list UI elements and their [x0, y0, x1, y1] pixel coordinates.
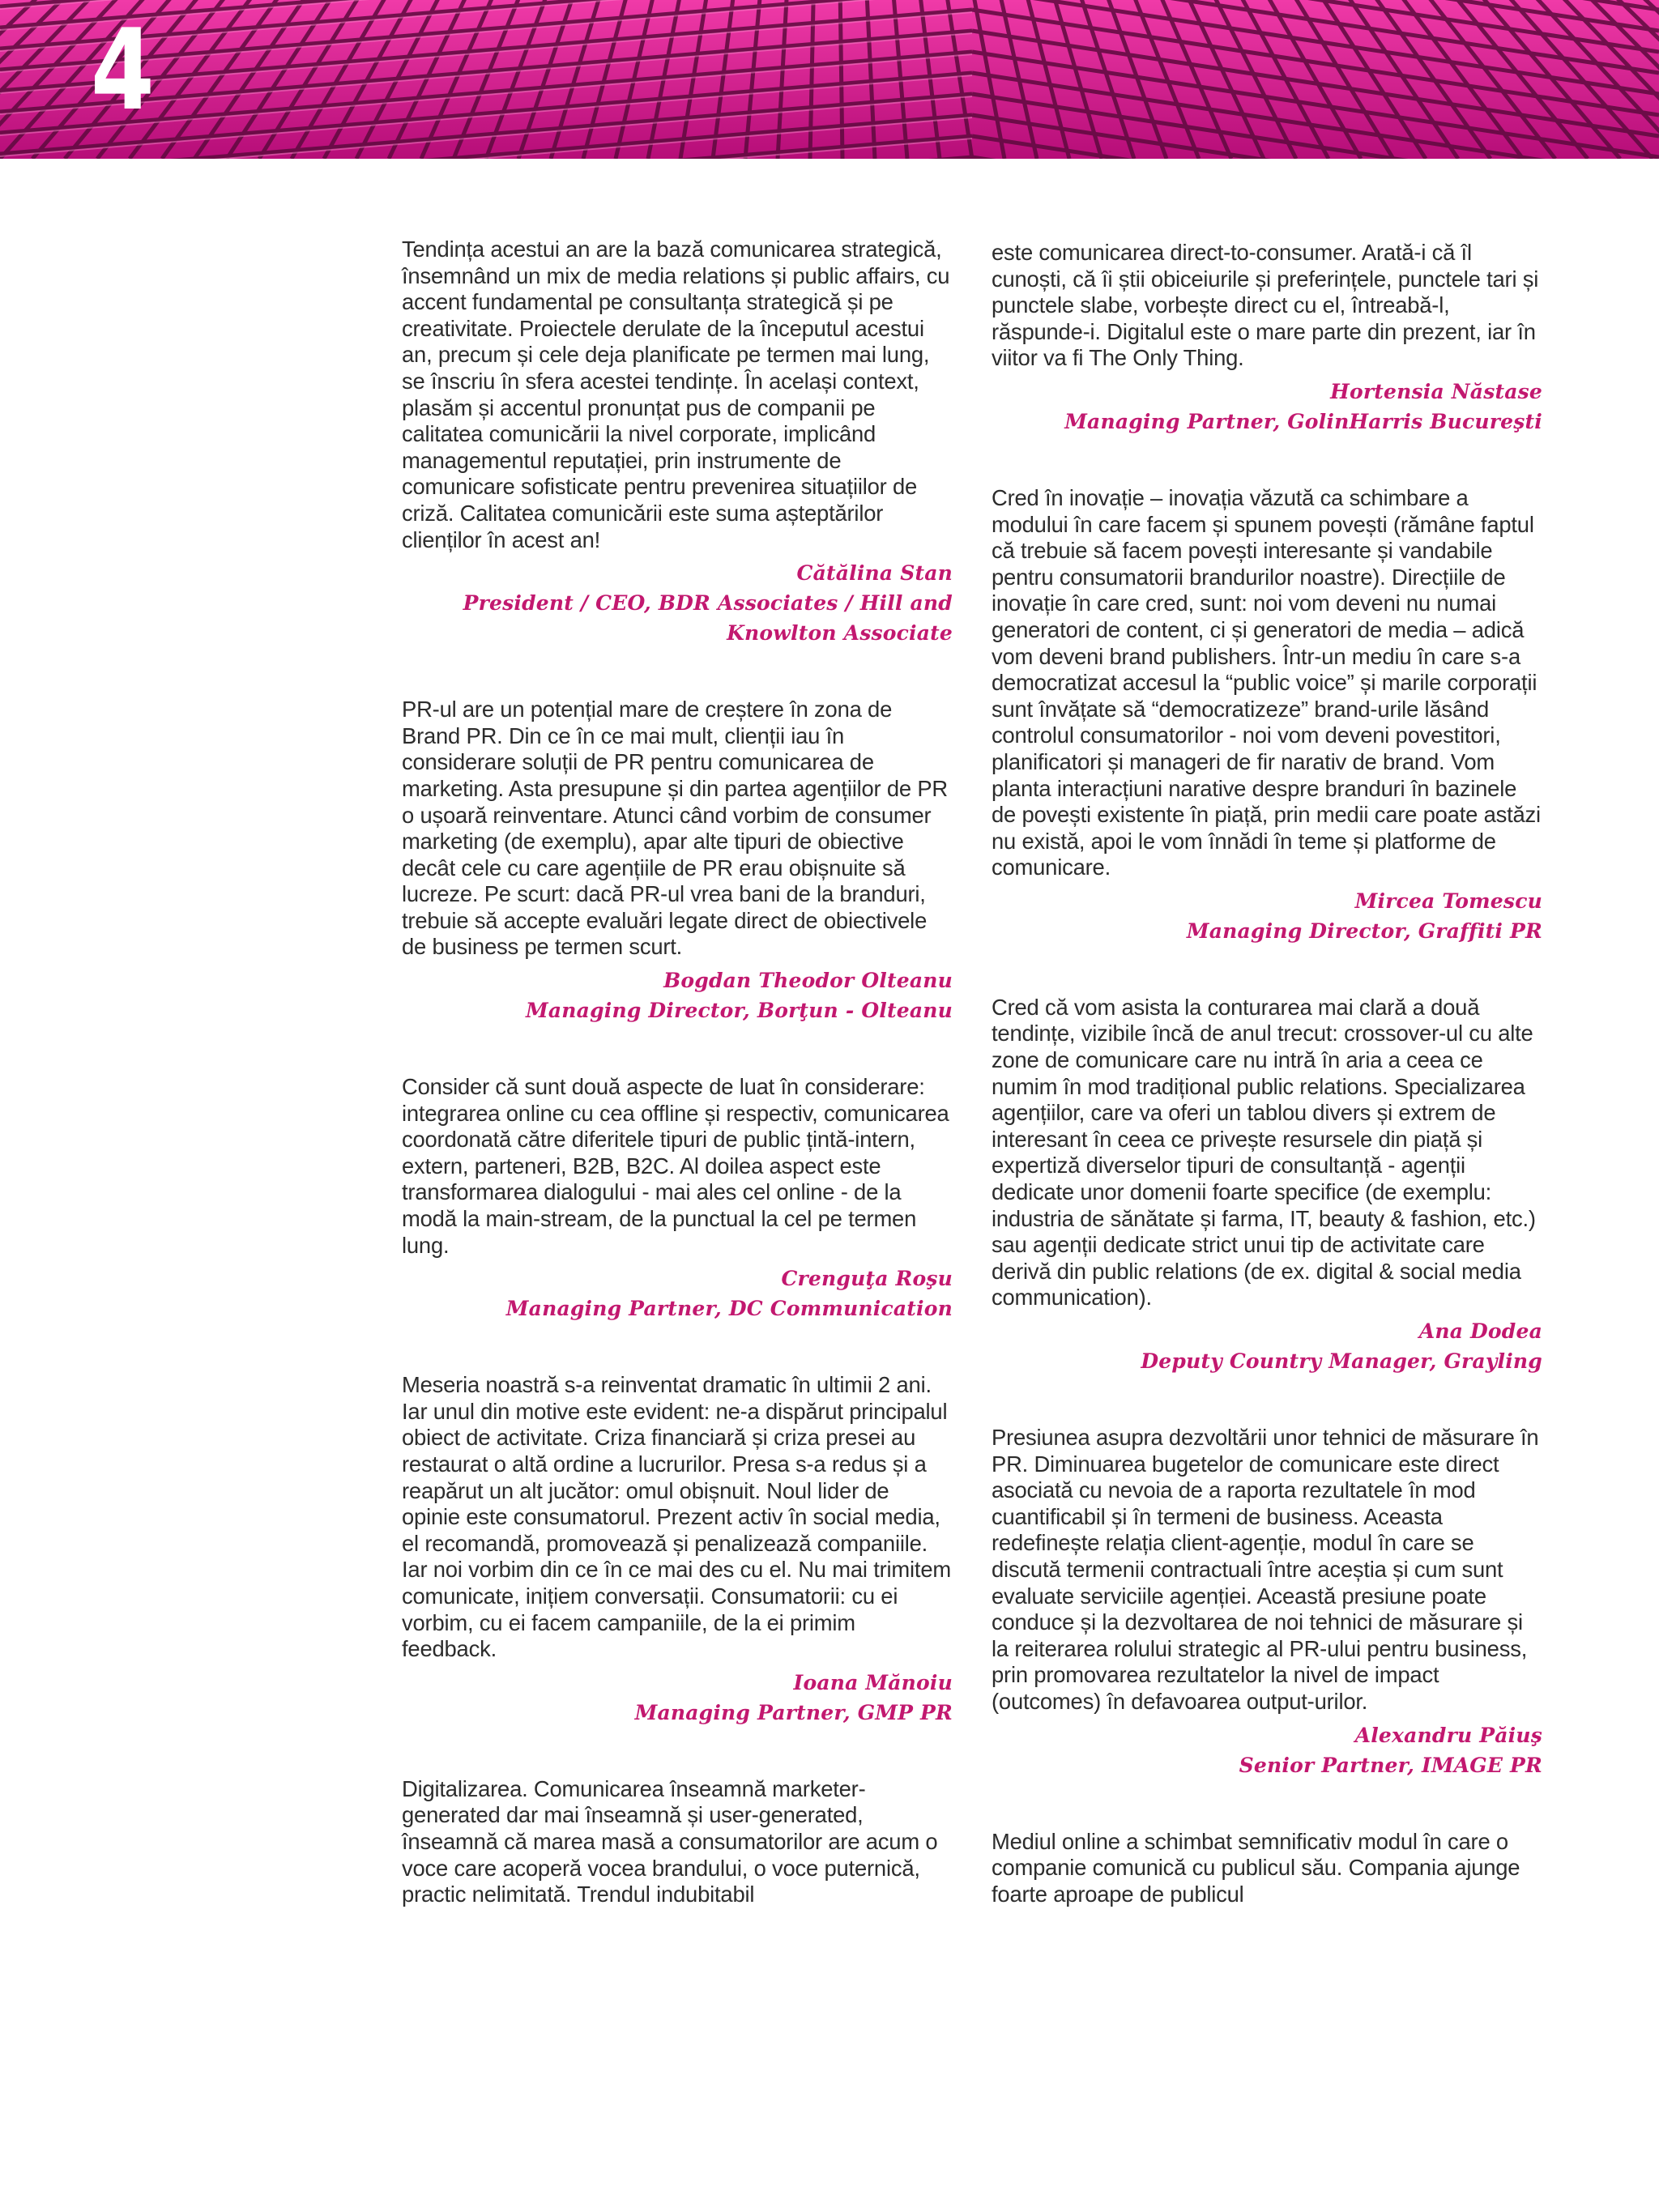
- author-name: Ioana Mănoiu: [793, 1670, 953, 1694]
- author-role: Managing Partner, GolinHarris Bucureşti: [1064, 409, 1542, 433]
- attribution: [402, 965, 953, 1025]
- author-name: Crenguţa Roşu: [781, 1267, 953, 1291]
- author-role: Deputy Country Manager, Grayling: [1141, 1349, 1542, 1373]
- testimonial-continued: [992, 1829, 1542, 1908]
- right-column: [992, 240, 1542, 1907]
- author-role: Senior Partner, IMAGE PR: [1239, 1753, 1542, 1777]
- testimonial-hortensia-nastase: [992, 240, 1542, 437]
- attribution: [402, 1264, 953, 1323]
- left-column: [402, 237, 953, 1908]
- author-role: Managing Director, Graffiti PR: [1186, 918, 1542, 943]
- author-role: Managing Partner, DC Communication: [505, 1297, 953, 1321]
- author-role: Managing Director, Borţun - Olteanu: [526, 999, 953, 1023]
- testimonial-continued: [402, 1776, 953, 1908]
- attribution: [992, 377, 1542, 437]
- testimonial-crenguta-rosu: [402, 1074, 953, 1323]
- header-banner: [0, 0, 1659, 159]
- testimonial-text: Meseria noastră s-a reinventat dramatic în ultimii 2 ani. Iar unul din motive este evident: ne-a dispărut principalul obiect de activitate. Criza financiară și criza presei au restaurat o altă ordine a lucrurilor. Presa s-a redus și a reapărut un alt jucător: omul obișnuit. Noul lider de opinie este consumatorul. Prezent activ în social media, el recomandă, promovează și penalizează companiile. Iar noi vorbim din ce în ce mai des cu el. Nu mai trimitem comunicate, inițiem conversații. Consumatorii: cu ei vorbim, cu ei facem campaniile, de la ei primim feedback.: [402, 1372, 951, 1662]
- testimonial-text: Presiunea asupra dezvoltării unor tehnici de măsurare în PR. Diminuarea bugetelor de comunicare este direct asociată cu nevoia de a raporta rezultatele în mod cuantificabil și în termeni de business. Aceasta redefinește relația client-agenție, modul în care se discută termenii contractuali între aceștia și cum sunt evaluate serviciile agenției. Această presiune poate conduce și la dezvoltarea de noi tehnici de măsurare și la reiterarea rolului strategic al PR-ului pentru business, prin promovarea rezultatelor la nivel de impact (outcomes) în defavoarea output-urilor.: [992, 1425, 1539, 1714]
- author-name: Hortensia Năstase: [1330, 379, 1542, 403]
- testimonial-text: PR-ul are un potențial mare de creștere în zona de Brand PR. Din ce în ce mai mult, clienții iau în considerare soluții de PR pentru comunicarea de marketing. Asta presupune și din partea agențiilor de PR o ușoară reinventare. Atunci când vorbim de consumer marketing (de exemplu), apar alte tipuri de obiective decât cele cu care agențiile de PR erau obișnuite să lucreze. Pe scurt: dacă PR-ul vrea bani de la branduri, trebuie să accepte evaluări legate direct de obiectivele de business pe termen scurt.: [402, 697, 948, 960]
- testimonial-text: Consider că sunt două aspecte de luat în considerare: integrarea online cu cea offline și respectiv, comunicarea coordonată către diferitele tipuri de public țintă-intern, extern, parteneri, B2B, B2C. Al doilea aspect este transformarea dialogului - mai ales cel online - de la modă la main-stream, de la punctual la cel pe termen lung.: [402, 1074, 949, 1258]
- author-name: Alexandru Păiuş: [1354, 1723, 1542, 1747]
- author-role: President / CEO, BDR Associates / Hill and Knowlton Associate: [463, 591, 953, 646]
- attribution: [992, 1316, 1542, 1376]
- page-number: 4: [91, 5, 154, 135]
- testimonial-ana-dodea: [992, 995, 1542, 1376]
- testimonial-text: Cred că vom asista la conturarea mai clară a două tendințe, vizibile încă de anul trecut: crossover-ul cu alte zone de comunicare care nu intră în aria a ceea ce numim în mod tradițional public relations. Specializarea agențiilor, care va oferi un tablou divers și extrem de interesant în ceea ce privește resursele din piață și expertiză diverselor tipuri de consultanță - agenții dedicate unor domenii foarte specifice (de exemplu: industria de sănătate și farma, IT, beauty & fashion, etc.) sau agenții dedicate strict unui tip de activitate care derivă din public relations (de ex. digital & social media communication).: [992, 994, 1536, 1311]
- author-role: Managing Partner, GMP PR: [634, 1700, 953, 1724]
- testimonial-alexandru-paius: [992, 1425, 1542, 1780]
- author-name: Ana Dodea: [1418, 1319, 1542, 1343]
- attribution: [402, 1668, 953, 1728]
- attribution: [992, 886, 1542, 946]
- attribution: [992, 1720, 1542, 1780]
- testimonial-ioana-manoiu: [402, 1372, 953, 1728]
- testimonial-catalina-stan: [402, 237, 953, 648]
- author-name: Bogdan Theodor Olteanu: [663, 969, 953, 993]
- testimonial-mircea-tomescu: [992, 485, 1542, 946]
- testimonial-text: Tendința acestui an are la bază comunicarea strategică, însemnând un mix de media relations și public affairs, cu accent fundamental pe consultanța strategică și pe creativitate. Proiectele derulate de la începutul acestui an, precum și cele deja planificate pe termen mai lung, se înscriu în sfera acestei tendințe. În același context, plasăm și accentul pronunțat pus de companii pe calitatea comunicării la nivel corporate, implicând managementul reputației, prin instrumente de comunicare sofisticate pentru prevenirea situațiilor de criză. Calitatea comunicării este suma așteptărilor clienților în acest an!: [402, 237, 950, 552]
- author-name: Mircea Tomescu: [1354, 889, 1542, 913]
- testimonial-text: Digitalizarea. Comunicarea înseamnă marketer-generated dar mai înseamnă și user-generated, înseamnă că marea masă a consumatorilor are acum o voce care acoperă vocea brandului, o voce puternică, practic nelimitată. Trendul indubitabil: [402, 1775, 938, 1907]
- building-facade-image: [0, 0, 1659, 159]
- testimonial-bogdan-olteanu: [402, 697, 953, 1025]
- testimonial-text: Cred în inovație – inovația văzută ca schimbare a modului în care facem și spunem povești (rămâne faptul că trebuie să facem povești interesante și vandabile pentru consumatorii brandurilor noastre). Direcțiile de inovație în care cred, sunt: noi vom deveni nu numai generatori de content, ci și generatori de media – adică vom deveni brand publishers. Într-un mediu în care s-a democratizat accesul la “public voice” și marile corporații sunt învățate să “democratizeze” brand-urile lăsând controlul consumatorilor - noi vom deveni povestitori, planificatori și manageri de fir narativ de brand. Vom planta interacțiuni narative despre branduri în bazinele de povești existente în piață, prin medii care poate astăzi nu există, apoi le vom înnădi în teme și platforme de comunicare.: [992, 484, 1541, 880]
- testimonial-text: Mediul online a schimbat semnificativ modul în care o companie comunică cu publicul său. Compania ajunge foarte aproape de publicul: [992, 1828, 1520, 1907]
- testimonial-text: este comunicarea direct-to-consumer. Arată-i că îl cunoști, că îi știi obiceiurile și preferințele, punctele tari și punctele slabe, vorbește direct cu el, întreabă-l, răspunde-i. Digitalul este o mare parte din prezent, iar în viitor va fi The Only Thing.: [992, 240, 1539, 371]
- attribution: [402, 558, 953, 648]
- author-name: Cătălina Stan: [796, 561, 953, 586]
